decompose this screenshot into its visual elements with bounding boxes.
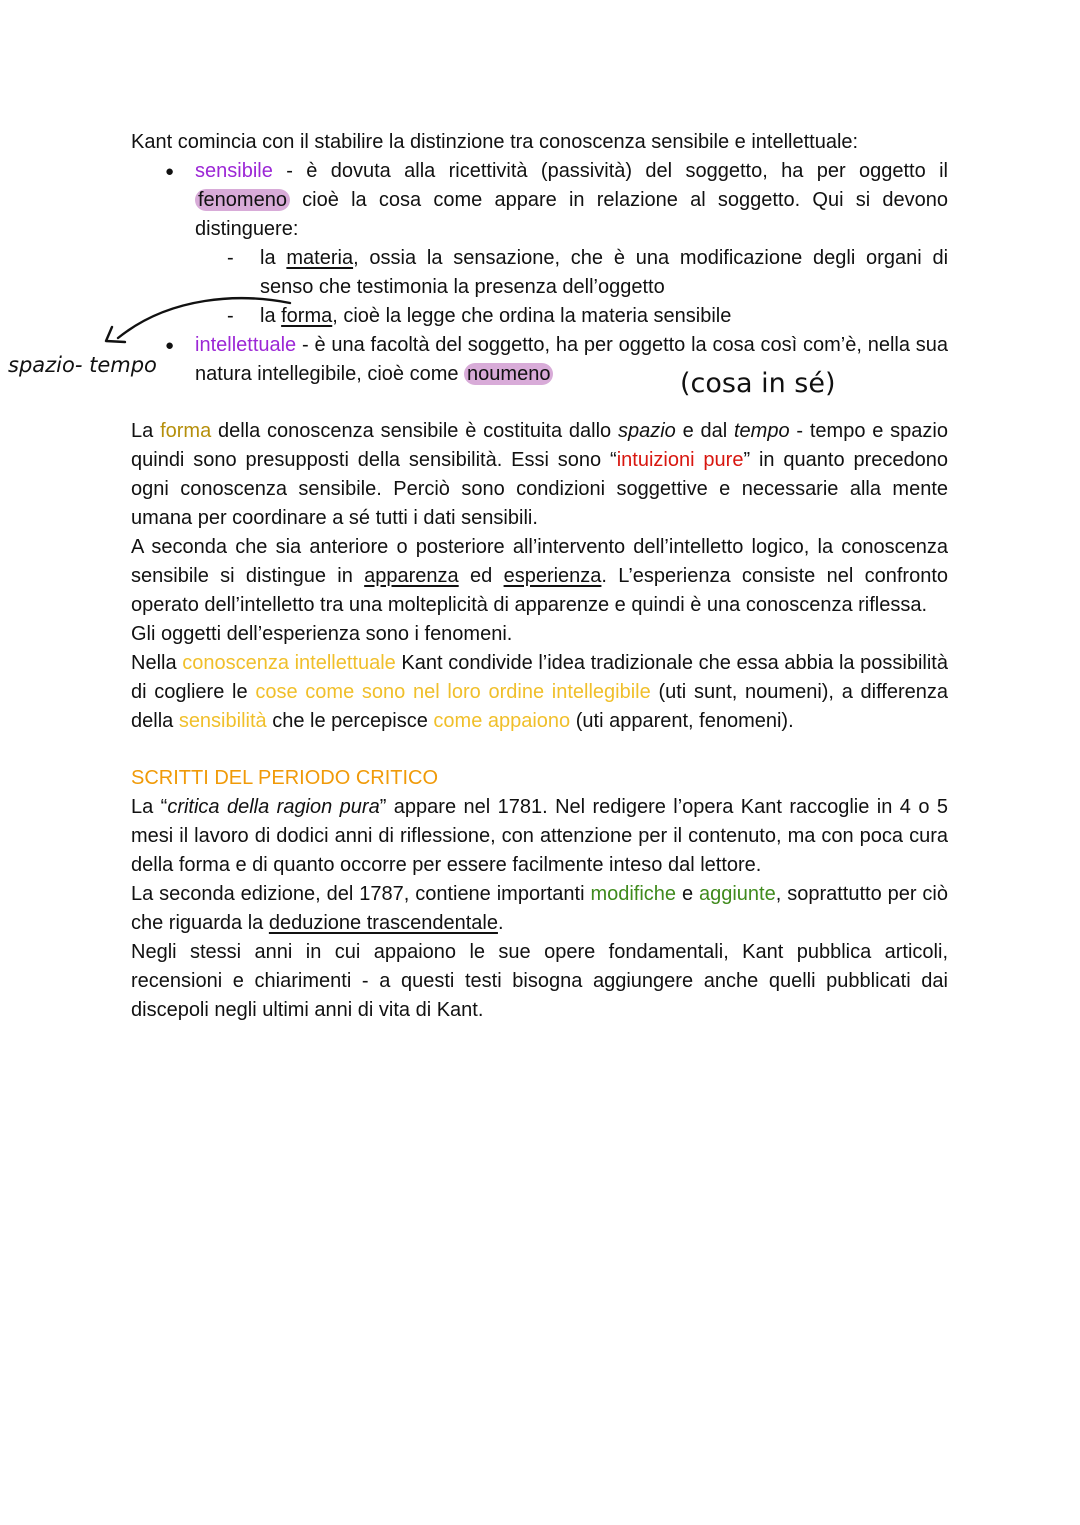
text: (uti sunt, noumeni), a differenza della	[131, 681, 949, 732]
text: Kant condivide l’idea tradizionale che essa abbia la possibilità di cogliere le	[131, 652, 948, 703]
paragraph-critica	[131, 793, 948, 880]
term-aggiunte: aggiunte	[698, 883, 776, 905]
text: cioè la cosa come appare in relazione al soggetto. Qui si devono distinguere:	[195, 189, 948, 240]
term-materia: materia	[286, 247, 354, 269]
text: della conoscenza sensibile è costituita dallo	[211, 420, 618, 442]
text: Nella	[131, 652, 183, 674]
paragraph-fenomeni: Gli oggetti dell’esperienza sono i fenomeni.	[131, 623, 513, 645]
handwritten-spazio-tempo: spazio- tempo	[8, 353, 157, 377]
term-intellettuale: intellettuale	[195, 334, 297, 356]
term-forma: forma	[281, 305, 333, 327]
term-forma-gold: forma	[160, 420, 212, 442]
text: - è una facoltà del soggetto, ha per oggetto la cosa così com’è, nella sua natura intellegibile, cioè come	[195, 334, 948, 385]
text: .	[497, 912, 504, 934]
list-item-sensibile	[131, 157, 948, 331]
text: La seconda edizione, del 1787, contiene importanti	[131, 883, 591, 905]
term-deduzione-trascendentale: deduzione trascendentale	[268, 912, 498, 934]
text: e dal	[675, 420, 734, 442]
arrow-head-icon	[106, 327, 125, 342]
book-title: critica della ragion pura	[167, 796, 380, 818]
spacer	[131, 736, 948, 764]
intro-paragraph: Kant comincia con il stabilire la distinzione tra conoscenza sensibile e intellettuale:	[131, 131, 859, 153]
highlight-text: cose come sono nel loro ordine intellegibile	[255, 681, 651, 703]
sublist-item-forma	[195, 302, 948, 331]
document-page	[131, 128, 948, 1025]
highlight-fenomeno: fenomeno	[195, 189, 290, 211]
text: La	[131, 420, 161, 442]
text: e	[676, 883, 699, 905]
term-spazio: spazio	[617, 420, 676, 442]
highlight-text: come appaiono	[433, 710, 571, 732]
text: . L’esperienza consiste nel confronto operato dell’intelletto tra una molteplicità di apparenze e quindi è una conoscenza riflessa.	[131, 565, 948, 616]
text: ed	[458, 565, 504, 587]
text: la	[260, 305, 282, 327]
knowledge-list	[131, 157, 948, 389]
highlight-noumeno: noumeno	[464, 363, 553, 385]
text: ” appare nel 1781. Nel redigere l’opera Kant raccoglie in 4 o 5 mesi il lavoro di dodici anni di riflessione, con attenzione per il contenuto, ma con poca cura della forma e di quanto occorre per essere facilmente inteso dal lettore.	[131, 796, 948, 876]
list-item-intellettuale	[131, 331, 948, 389]
section-heading: SCRITTI DEL PERIODO CRITICO	[131, 767, 439, 789]
text: - tempo e spazio quindi sono presupposti della sensibilità. Essi sono “	[131, 420, 948, 471]
spacer	[131, 389, 948, 417]
text: la	[260, 247, 287, 269]
text: che le percepisce	[266, 710, 434, 732]
paragraph-seconda-edizione	[131, 880, 948, 938]
sublist-item-materia	[195, 244, 948, 302]
text: , cioè la legge che ordina la materia sensibile	[332, 305, 732, 327]
handwritten-cosa-in-se: (cosa in sé)	[680, 368, 836, 399]
term-modifiche: modifiche	[590, 883, 677, 905]
term-esperienza: esperienza	[503, 565, 602, 587]
term-apparenza: apparenza	[364, 565, 459, 587]
text: - è dovuta alla ricettività (passività) del soggetto, ha per oggetto il	[272, 160, 948, 182]
term-sensibile: sensibile	[195, 160, 273, 182]
highlight-text: sensibilità	[178, 710, 267, 732]
paragraph-apparenza	[131, 533, 948, 620]
sublist	[195, 244, 948, 331]
text: , ossia la sensazione, che è una modificazione degli organi di senso che testimonia la presenza dell’oggetto	[260, 247, 949, 298]
highlight-text: conoscenza intellettuale	[182, 652, 396, 674]
paragraph-forma	[131, 417, 948, 533]
text: , soprattutto per ciò che riguarda la	[131, 883, 948, 934]
term-intuizioni-pure: intuizioni pure	[616, 449, 744, 471]
text: A seconda che sia anteriore o posteriore all’intervento dell’intelletto logico, la conoscenza sensibile si distingue in	[131, 536, 948, 587]
text: (uti apparent, fenomeni).	[570, 710, 794, 732]
paragraph-opere: Negli stessi anni in cui appaiono le sue opere fondamentali, Kant pubblica articoli, recensioni e chiarimenti - a questi testi bisogna aggiungere anche quelli pubblicati dai discepoli negli ultimi anni di vita di Kant.	[131, 941, 948, 1021]
term-tempo: tempo	[734, 420, 790, 442]
paragraph-conoscenza-intellettuale	[131, 649, 948, 736]
text: La “	[131, 796, 168, 818]
text: ” in quanto precedono ogni conoscenza sensibile. Perciò sono condizioni soggettive e necessarie alla mente umana per coordinare a sé tutti i dati sensibili.	[131, 449, 948, 529]
